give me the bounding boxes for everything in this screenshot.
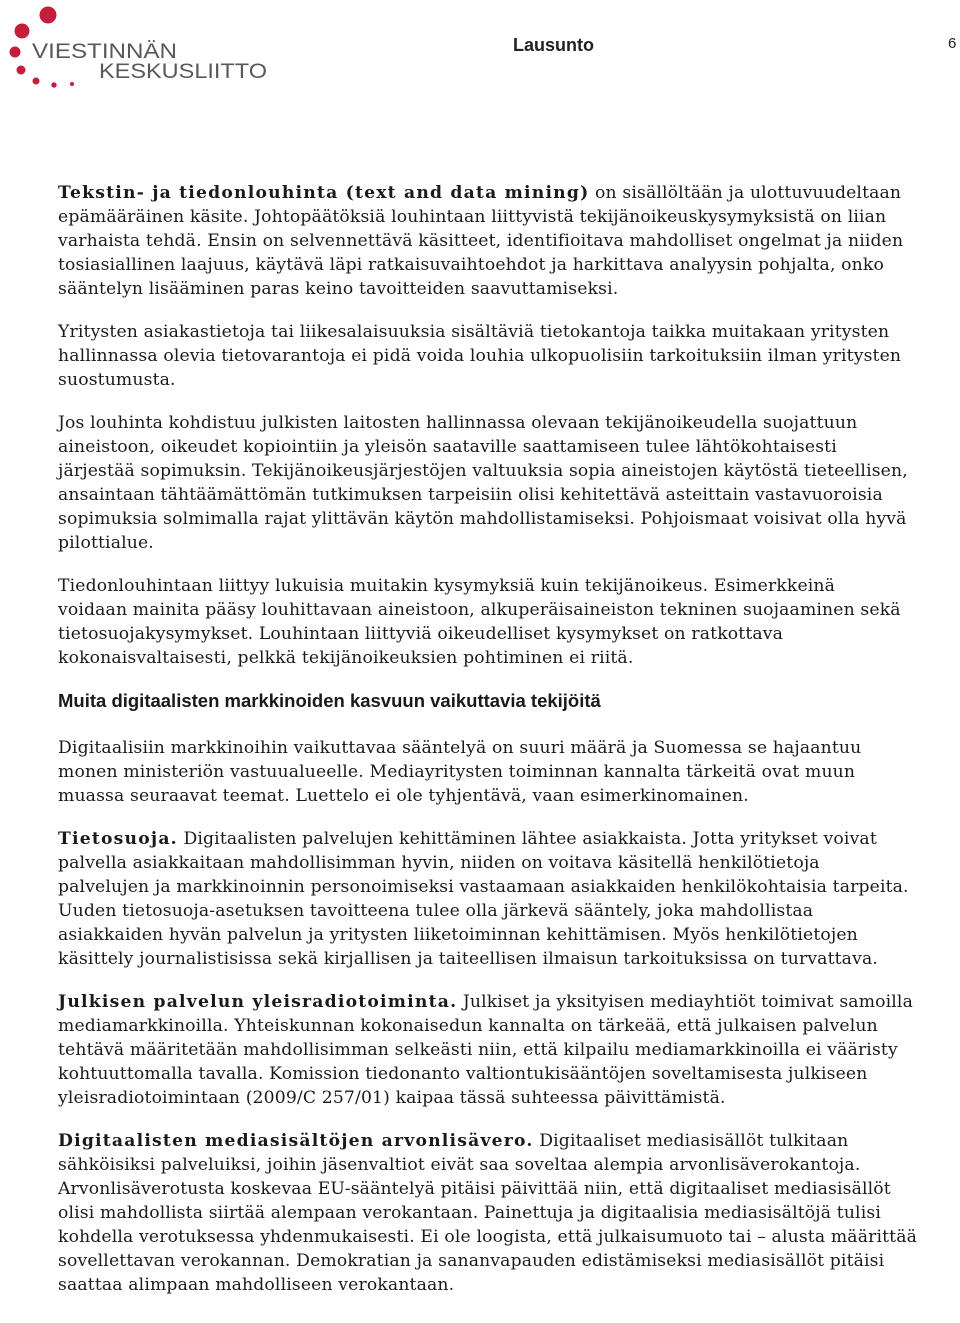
logo-dot — [15, 24, 30, 39]
page-number: 6 — [948, 35, 957, 52]
text-line: sääntelyn lisääminen paras keino tavoitteiden saavuttamiseksi. — [58, 279, 619, 299]
text-line: palvella asiakkaitaan mahdollisimman hyvin, niiden on voitava käsitellä henkilötietoja — [58, 853, 820, 873]
logo-dot — [17, 66, 26, 75]
document-type-label: Lausunto — [513, 35, 594, 55]
section-heading: Muita digitaalisten markkinoiden kasvuun vaikuttavia tekijöitä — [58, 690, 601, 711]
text-line: monen ministeriön vastuualueelle. Mediayritysten toiminnan kannalta tärkeitä ovat muun — [58, 762, 856, 782]
text-line: palvelujen ja markkinoinnin personoimiseksi vastaamaan asiakkaiden henkilökohtaisia tarpeita. — [58, 877, 909, 897]
text-line: Tiedonlouhintaan liittyy lukuisia muitakin kysymyksiä kuin tekijänoikeus. Esimerkkeinä — [58, 576, 836, 596]
text-line: yleisradiotoimintaan (2009/C 257/01) kaipaa tässä suhteessa päivittämistä. — [58, 1088, 726, 1108]
paragraph-lead: Digitaalisten mediasisältöjen arvonlisävero. — [58, 1131, 534, 1151]
text-line: sähköisiksi palveluiksi, joihin jäsenvaltiot eivät saa soveltaa alempia arvonlisäverokantoja. — [58, 1155, 861, 1175]
text-line: Arvonlisäverotusta koskevaa EU-sääntelyä pitäisi päivittää niin, että digitaaliset mediasisällöt — [58, 1179, 891, 1199]
paragraph-lead: Julkisen palvelun yleisradiotoiminta. — [58, 992, 458, 1012]
text-line: sopimuksia solmimalla rajat ylittävän käytön mahdollistamiseksi. Pohjoismaat voisivat olla hyvä — [58, 509, 907, 529]
text-line: ansaintaan tähtäämättömän tutkimuksen tarpeisiin olisi kehitettävä asteittain vastavuoroisia — [58, 485, 883, 505]
text-line: epämääräinen käsite. Johtopäätöksiä louhintaan liittyvistä tekijänoikeuskysymyksistä on liian — [58, 207, 887, 227]
paragraph-lead: Tietosuoja. — [58, 829, 178, 849]
text-line: hallinnassa olevia tietovarantoja ei pidä voida louhia ulkopuolisiin tarkoituksiin ilman yritysten — [58, 346, 902, 366]
text-line: varhaista tehdä. Ensin on selvennettävä käsitteet, identifioitava mahdolliset ongelmat ja niiden — [58, 231, 904, 251]
logo-dot — [51, 82, 56, 87]
text-line: voidaan mainita pääsy louhittavaan aineistoon, alkuperäisaineiston tekninen suojaaminen sekä — [58, 600, 901, 620]
text-line: tietosuojakysymykset. Louhintaan liittyviä oikeudelliset kysymykset on ratkottava — [58, 624, 784, 644]
text-line: Digitaalisten palvelujen kehittäminen lähtee asiakkaista. Jotta yritykset voivat — [177, 829, 877, 849]
text-line: on sisällöltään ja ulottuvuudeltaan — [589, 183, 902, 203]
logo-dot — [40, 7, 57, 24]
page-header — [0, 0, 960, 100]
text-line: mediamarkkinoilla. Yhteiskunnan kokonaisedun kannalta on tärkeää, että julkaisen palvelun — [58, 1016, 878, 1036]
paragraph-public-broadcasting — [58, 990, 960, 1110]
paragraph-lead: Tekstin- ja tiedonlouhinta (text and data mining) — [58, 183, 590, 203]
text-line: järjestää sopimuksin. Tekijänoikeusjärjestöjen valtuuksia sopia aineistojen käytöstä tieteellisen, — [58, 461, 908, 481]
text-line: Yritysten asiakastietoja tai liikesalaisuuksia sisältäviä tietokantoja taikka muitakaan yritysten — [58, 322, 890, 342]
text-line: Julkiset ja yksityisen mediayhtiöt toimivat samoilla — [457, 992, 913, 1012]
paragraph-digital-markets — [58, 736, 960, 808]
text-line: kohdella verotuksessa yhdenmukaisesti. Ei ole loogista, että julkaisumuoto tai – alusta määrittää — [58, 1227, 918, 1247]
text-line: käsittely journalistisissa sekä kirjallisen ja taiteellisen ilmaisun tarkoituksissa on turvattava. — [58, 949, 878, 969]
document-body — [58, 181, 960, 1316]
text-line: kokonaisvaltaisesti, pelkkä tekijänoikeuksien pohtiminen ei riitä. — [58, 648, 634, 668]
paragraph-text-mining — [58, 181, 960, 301]
text-line: saattaa alimpaan mahdolliseen verokantaan. — [58, 1275, 455, 1295]
text-line: aineistoon, oikeudet kopiointiin ja yleisön saataville saattamiseen tulee lähtökohtaisesti — [58, 437, 837, 457]
text-line: olisi mahdollista siirtää alempaan verokantaan. Painettuja ja digitaalisia mediasisältöjä tulisi — [58, 1203, 881, 1223]
viestinnan-keskusliitto-logo — [4, 2, 269, 88]
paragraph-public-institutions — [58, 411, 960, 555]
text-line: Digitaalisiin markkinoihin vaikuttavaa sääntelyä on suuri määrä ja Suomessa se hajaantuu — [58, 738, 862, 758]
paragraph-vat — [58, 1129, 960, 1297]
paragraph-data-protection — [58, 827, 960, 971]
logo-text-line1: VIESTINNÄN — [32, 40, 177, 63]
paragraph-company-data — [58, 320, 960, 392]
logo-dot — [70, 82, 74, 86]
text-line: sovellettavan verokannan. Demokratian ja sananvapauden edistämiseksi mediasisällöt pitäisi — [58, 1251, 885, 1271]
logo-text-line2: KESKUSLIITTO — [99, 60, 267, 83]
text-line: Jos louhinta kohdistuu julkisten laitosten hallinnassa olevaan tekijänoikeudella suojattuun — [58, 413, 858, 433]
logo-dot — [10, 47, 21, 58]
text-line: tehtävä määritetään mahdollisimman selkeästi niin, että kilpailu mediamarkkinoilla ei vääristy — [58, 1040, 898, 1060]
text-line: muassa seuraavat teemat. Luettelo ei ole tyhjentävä, vaan esimerkinomainen. — [58, 786, 749, 806]
text-line: asiakkaiden hyvän palvelun ja yritysten liiketoiminnan kehittämisen. Myös henkilötietojen — [58, 925, 858, 945]
text-line: kohtuuttomalla tavalla. Komission tiedonanto valtiontukisääntöjen soveltamisesta julkiseen — [58, 1064, 868, 1084]
text-line: Uuden tietosuoja-asetuksen tavoitteena tulee olla järkevä sääntely, joka mahdollistaa — [58, 901, 814, 921]
paragraph-other-questions — [58, 574, 960, 670]
text-line: Digitaaliset mediasisällöt tulkitaan — [533, 1131, 849, 1151]
text-line: suostumusta. — [58, 370, 176, 390]
text-line: tosiasiallinen laajuus, käytävä läpi ratkaisuvaihtoehdot ja harkittava analyysin pohjalta, onko — [58, 255, 884, 275]
logo-dot — [33, 78, 40, 85]
text-line: pilottialue. — [58, 533, 154, 553]
